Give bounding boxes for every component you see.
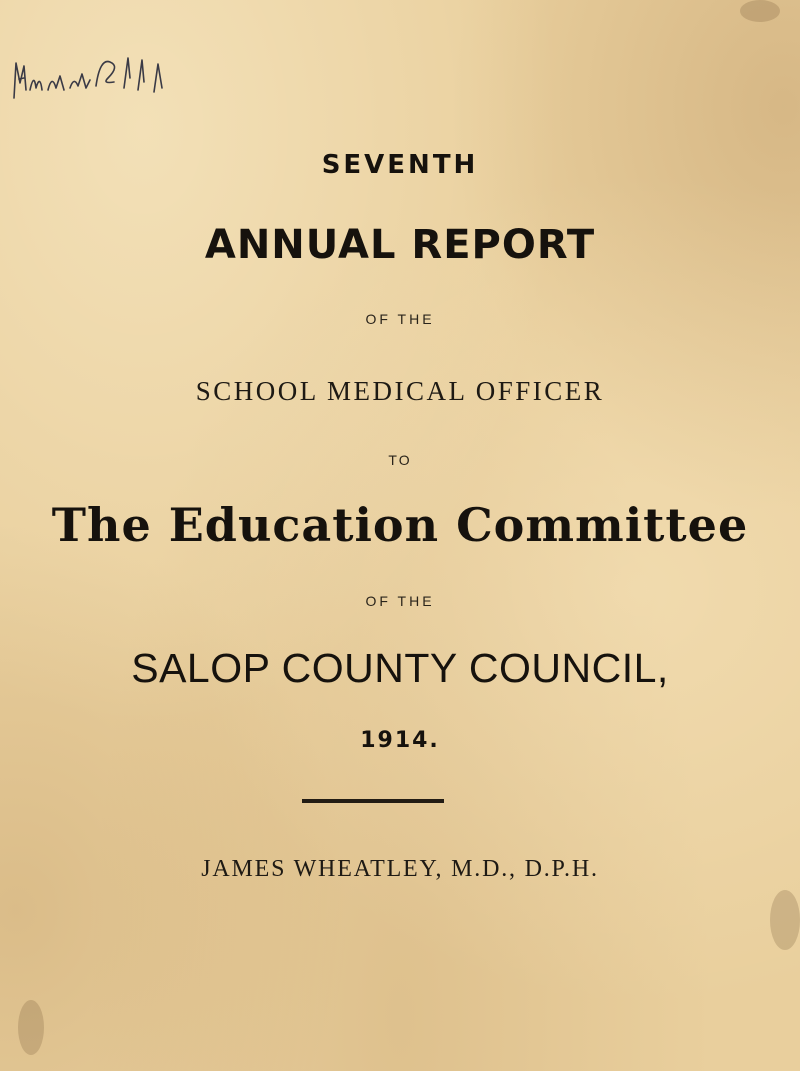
of-the-label-2: OF THE (365, 593, 435, 609)
paper-stain (18, 1000, 44, 1055)
council-name: SALOP COUNTY COUNCIL, (131, 645, 669, 691)
to-label: TO (388, 452, 412, 468)
officer-title: SCHOOL MEDICAL OFFICER (195, 376, 605, 406)
handwritten-accession-mark (10, 38, 185, 108)
divider-rule (302, 799, 444, 803)
committee-title: The Education Committee (51, 498, 749, 552)
author-name: JAMES WHEATLEY, M.D., D.P.H. (201, 856, 599, 882)
report-year: 1914. (360, 728, 440, 753)
report-title: ANNUAL REPORT (204, 222, 596, 268)
paper-stain (740, 0, 780, 22)
paper-stain (770, 890, 800, 950)
ordinal-heading: SEVENTH (321, 150, 479, 180)
of-the-label: OF THE (365, 311, 435, 327)
